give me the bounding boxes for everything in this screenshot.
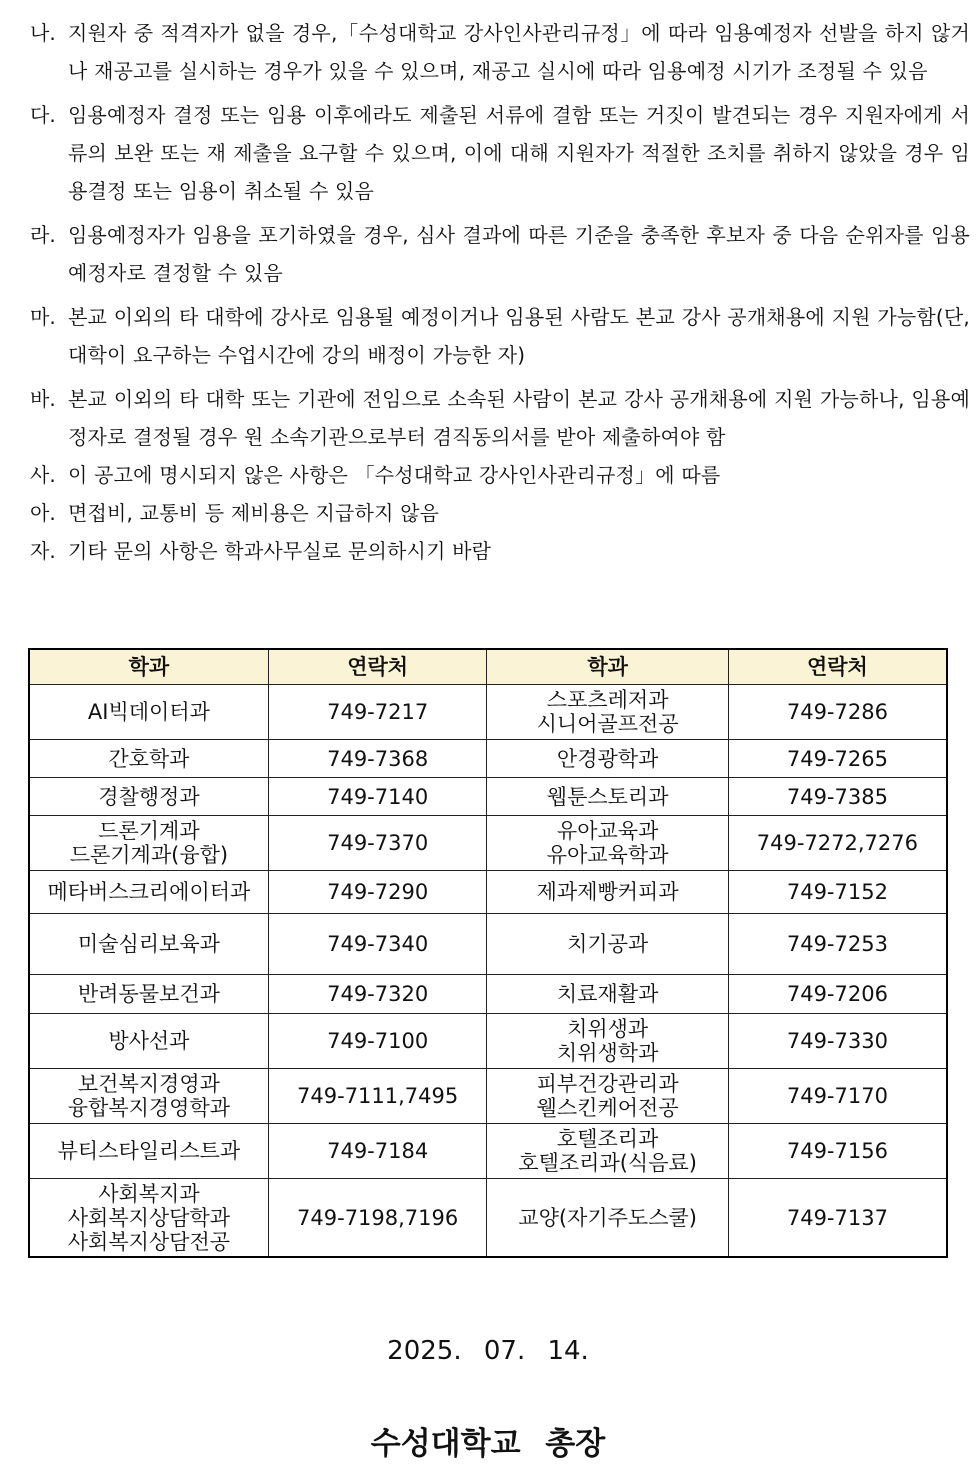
contact-cell (268, 740, 487, 778)
cell-text-line: 융합복지경영학과 (67, 1096, 231, 1120)
cell-text-line: 749-7184 (327, 1139, 429, 1163)
cell-text-line: 제과제빵커피과 (536, 880, 679, 904)
contact-cell (728, 1124, 947, 1179)
contact-cell (268, 1124, 487, 1179)
cell-text-line: 749-7100 (327, 1029, 429, 1053)
department-cell (487, 1014, 728, 1069)
cell-text-line: 749-7330 (786, 1029, 888, 1053)
notice-marker: 나. (30, 21, 56, 45)
table-row (29, 914, 947, 975)
notice-marker: 마. (30, 305, 56, 329)
cell-text-line: 치위생학과 (556, 1041, 659, 1065)
department-cell (487, 871, 728, 914)
department-contact-table (28, 648, 948, 1258)
department-cell (487, 1069, 728, 1124)
cell-text-line: 749-7137 (786, 1205, 888, 1230)
department-cell (29, 778, 268, 816)
notice-marker: 자. (30, 539, 56, 563)
contact-cell (268, 816, 487, 871)
notice-text: 임용예정자 결정 또는 임용 이후에라도 제출된 서류에 결함 또는 거짓이 발견되는 경우 지원자에게 서류의 보완 또는 재 제출을 요구할 수 있으며, 이에 대해 지원자가 적절한 조치를 취하지 않았을 경우 임용결정 또는 임용이 취소될 수 있음 (68, 103, 970, 203)
column-header-department: 학과 (487, 649, 728, 685)
notice-marker: 아. (30, 501, 56, 525)
notice-list (30, 14, 970, 570)
cell-text-line: 미술심리보육과 (77, 932, 220, 956)
table-row (29, 1069, 947, 1124)
department-cell (29, 685, 268, 740)
cell-text-line: 749-7140 (327, 784, 429, 809)
contact-cell (268, 685, 487, 740)
department-cell (29, 871, 268, 914)
table-body (29, 685, 947, 1258)
notice-item (30, 216, 970, 292)
cell-text-line: 749-7320 (327, 982, 429, 1006)
notice-text: 지원자 중 적격자가 없을 경우,「수성대학교 강사인사관리규정」에 따라 임용예정자 선발을 하지 않거나 재공고를 실시하는 경우가 있을 수 있으며, 재공고 실시에 따라 임용예정 시기가 조정될 수 있음 (68, 21, 970, 83)
cell-text-line: 치위생과 (567, 1017, 649, 1041)
contact-cell (728, 1014, 947, 1069)
notice-item (30, 456, 970, 494)
contact-cell (268, 975, 487, 1014)
table-row (29, 816, 947, 871)
cell-text-line: 안경광학과 (556, 746, 659, 771)
contact-cell (728, 914, 947, 975)
department-cell (487, 740, 728, 778)
notice-marker: 라. (30, 223, 56, 247)
contact-cell (268, 1069, 487, 1124)
contact-cell (728, 1069, 947, 1124)
cell-text-line: 749-7385 (786, 784, 888, 809)
department-cell (29, 1069, 268, 1124)
cell-text-line: 유아교육과 (556, 819, 659, 843)
cell-text-line: 749-7265 (786, 746, 888, 771)
department-cell (29, 1124, 268, 1179)
notice-text: 기타 문의 사항은 학과사무실로 문의하시기 바람 (68, 539, 492, 563)
cell-text-line: 호텔조리과(식음료) (518, 1151, 697, 1175)
cell-text-line: 749-7206 (786, 982, 888, 1006)
cell-text-line: 시니어골프전공 (536, 712, 679, 736)
notice-marker: 다. (30, 103, 56, 127)
contact-cell (728, 975, 947, 1014)
contact-cell (728, 778, 947, 816)
cell-text-line: 방사선과 (108, 1029, 190, 1053)
notice-text: 면접비, 교통비 등 제비용은 지급하지 않음 (68, 501, 440, 525)
cell-text-line: 드론기계과(융합) (69, 843, 229, 867)
cell-text-line: 메타버스크리에이터과 (47, 880, 251, 904)
contact-cell (268, 1014, 487, 1069)
notice-text: 임용예정자가 임용을 포기하였을 경우, 심사 결과에 따른 기준을 충족한 후보자 중 다음 순위자를 임용예정자로 결정할 수 있음 (68, 223, 970, 285)
cell-text-line: 피부건강관리과 (536, 1072, 679, 1096)
cell-text-line: 간호학과 (108, 746, 190, 771)
cell-text-line: 반려동물보건과 (77, 982, 220, 1006)
contact-cell (728, 816, 947, 871)
department-cell (487, 914, 728, 975)
contact-cell (268, 871, 487, 914)
column-header-contact: 연락처 (728, 649, 947, 685)
cell-text-line: 749-7370 (327, 831, 429, 855)
cell-text-line: 웹툰스토리과 (546, 784, 669, 809)
cell-text-line: 치료재활과 (556, 982, 659, 1006)
contact-cell (268, 1179, 487, 1258)
notice-marker: 바. (30, 387, 56, 411)
department-cell (487, 816, 728, 871)
cell-text-line: 교양(자기주도스쿨) (518, 1205, 697, 1230)
cell-text-line: 웰스킨케어전공 (536, 1096, 679, 1120)
notice-item (30, 14, 970, 90)
table-row (29, 778, 947, 816)
table-row (29, 1179, 947, 1258)
department-cell (487, 1179, 728, 1258)
cell-text-line: 드론기계과 (98, 819, 200, 843)
department-cell (29, 1014, 268, 1069)
cell-text-line: 호텔조리과 (556, 1127, 659, 1151)
department-cell (487, 1124, 728, 1179)
issuer-signature: 수성대학교 총장 (370, 1426, 606, 1462)
cell-text-line: 749-7290 (327, 880, 429, 904)
cell-text-line: 749-7198,7196 (297, 1205, 459, 1230)
department-cell (487, 975, 728, 1014)
notice-text: 본교 이외의 타 대학 또는 기관에 전임으로 소속된 사람이 본교 강사 공개채용에 지원 가능하나, 임용예정자로 결정될 경우 원 소속기관으로부터 겸직동의서를 받아 제출하여야 함 (68, 387, 970, 449)
contact-cell (268, 914, 487, 975)
cell-text-line: 사회복지상담학과 (67, 1205, 231, 1230)
notice-item (30, 532, 970, 570)
cell-text-line: 사회복지과 (98, 1181, 200, 1206)
table-row (29, 1124, 947, 1179)
cell-text-line: 749-7217 (327, 700, 429, 724)
department-cell (29, 1179, 268, 1258)
department-cell (29, 816, 268, 871)
notice-marker: 사. (30, 463, 56, 487)
contact-cell (728, 871, 947, 914)
department-cell (487, 778, 728, 816)
column-header-department: 학과 (29, 649, 268, 685)
cell-text-line: 749-7368 (327, 746, 429, 771)
announcement-date: 2025. 07. 14. (387, 1336, 589, 1366)
cell-text-line: 749-7111,7495 (297, 1084, 459, 1108)
table-row (29, 1014, 947, 1069)
notice-item (30, 96, 970, 210)
department-cell (29, 914, 268, 975)
cell-text-line: 치기공과 (567, 932, 649, 956)
cell-text-line: 749-7286 (786, 700, 888, 724)
cell-text-line: AI빅데이터과 (87, 700, 210, 724)
notice-text: 이 공고에 명시되지 않은 사항은 「수성대학교 강사인사관리규정」에 따름 (68, 463, 721, 487)
cell-text-line: 경찰행정과 (98, 784, 200, 809)
department-cell (29, 975, 268, 1014)
cell-text-line: 사회복지상담전공 (67, 1229, 231, 1254)
table-row (29, 740, 947, 778)
notice-text: 본교 이외의 타 대학에 강사로 임용될 예정이거나 임용된 사람도 본교 강사 공개채용에 지원 가능함(단, 대학이 요구하는 수업시간에 강의 배정이 가능한 자) (68, 305, 970, 367)
cell-text-line: 749-7253 (786, 932, 888, 956)
notice-item (30, 494, 970, 532)
cell-text-line: 유아교육학과 (546, 843, 669, 867)
department-cell (487, 685, 728, 740)
cell-text-line: 749-7272,7276 (756, 831, 919, 855)
notice-item (30, 380, 970, 456)
notice-item (30, 298, 970, 374)
contact-cell (728, 685, 947, 740)
contact-cell (728, 740, 947, 778)
table-row (29, 871, 947, 914)
department-cell (29, 740, 268, 778)
contact-cell (268, 778, 487, 816)
table-row (29, 685, 947, 740)
column-header-contact: 연락처 (268, 649, 487, 685)
table-row (29, 975, 947, 1014)
table-header-row (29, 649, 947, 685)
cell-text-line: 749-7156 (786, 1139, 888, 1163)
cell-text-line: 뷰티스타일리스트과 (57, 1139, 241, 1163)
cell-text-line: 749-7340 (327, 932, 429, 956)
cell-text-line: 보건복지경영과 (77, 1072, 220, 1096)
cell-text-line: 749-7170 (786, 1084, 888, 1108)
contact-cell (728, 1179, 947, 1258)
cell-text-line: 스포츠레저과 (546, 688, 669, 712)
cell-text-line: 749-7152 (786, 880, 888, 904)
